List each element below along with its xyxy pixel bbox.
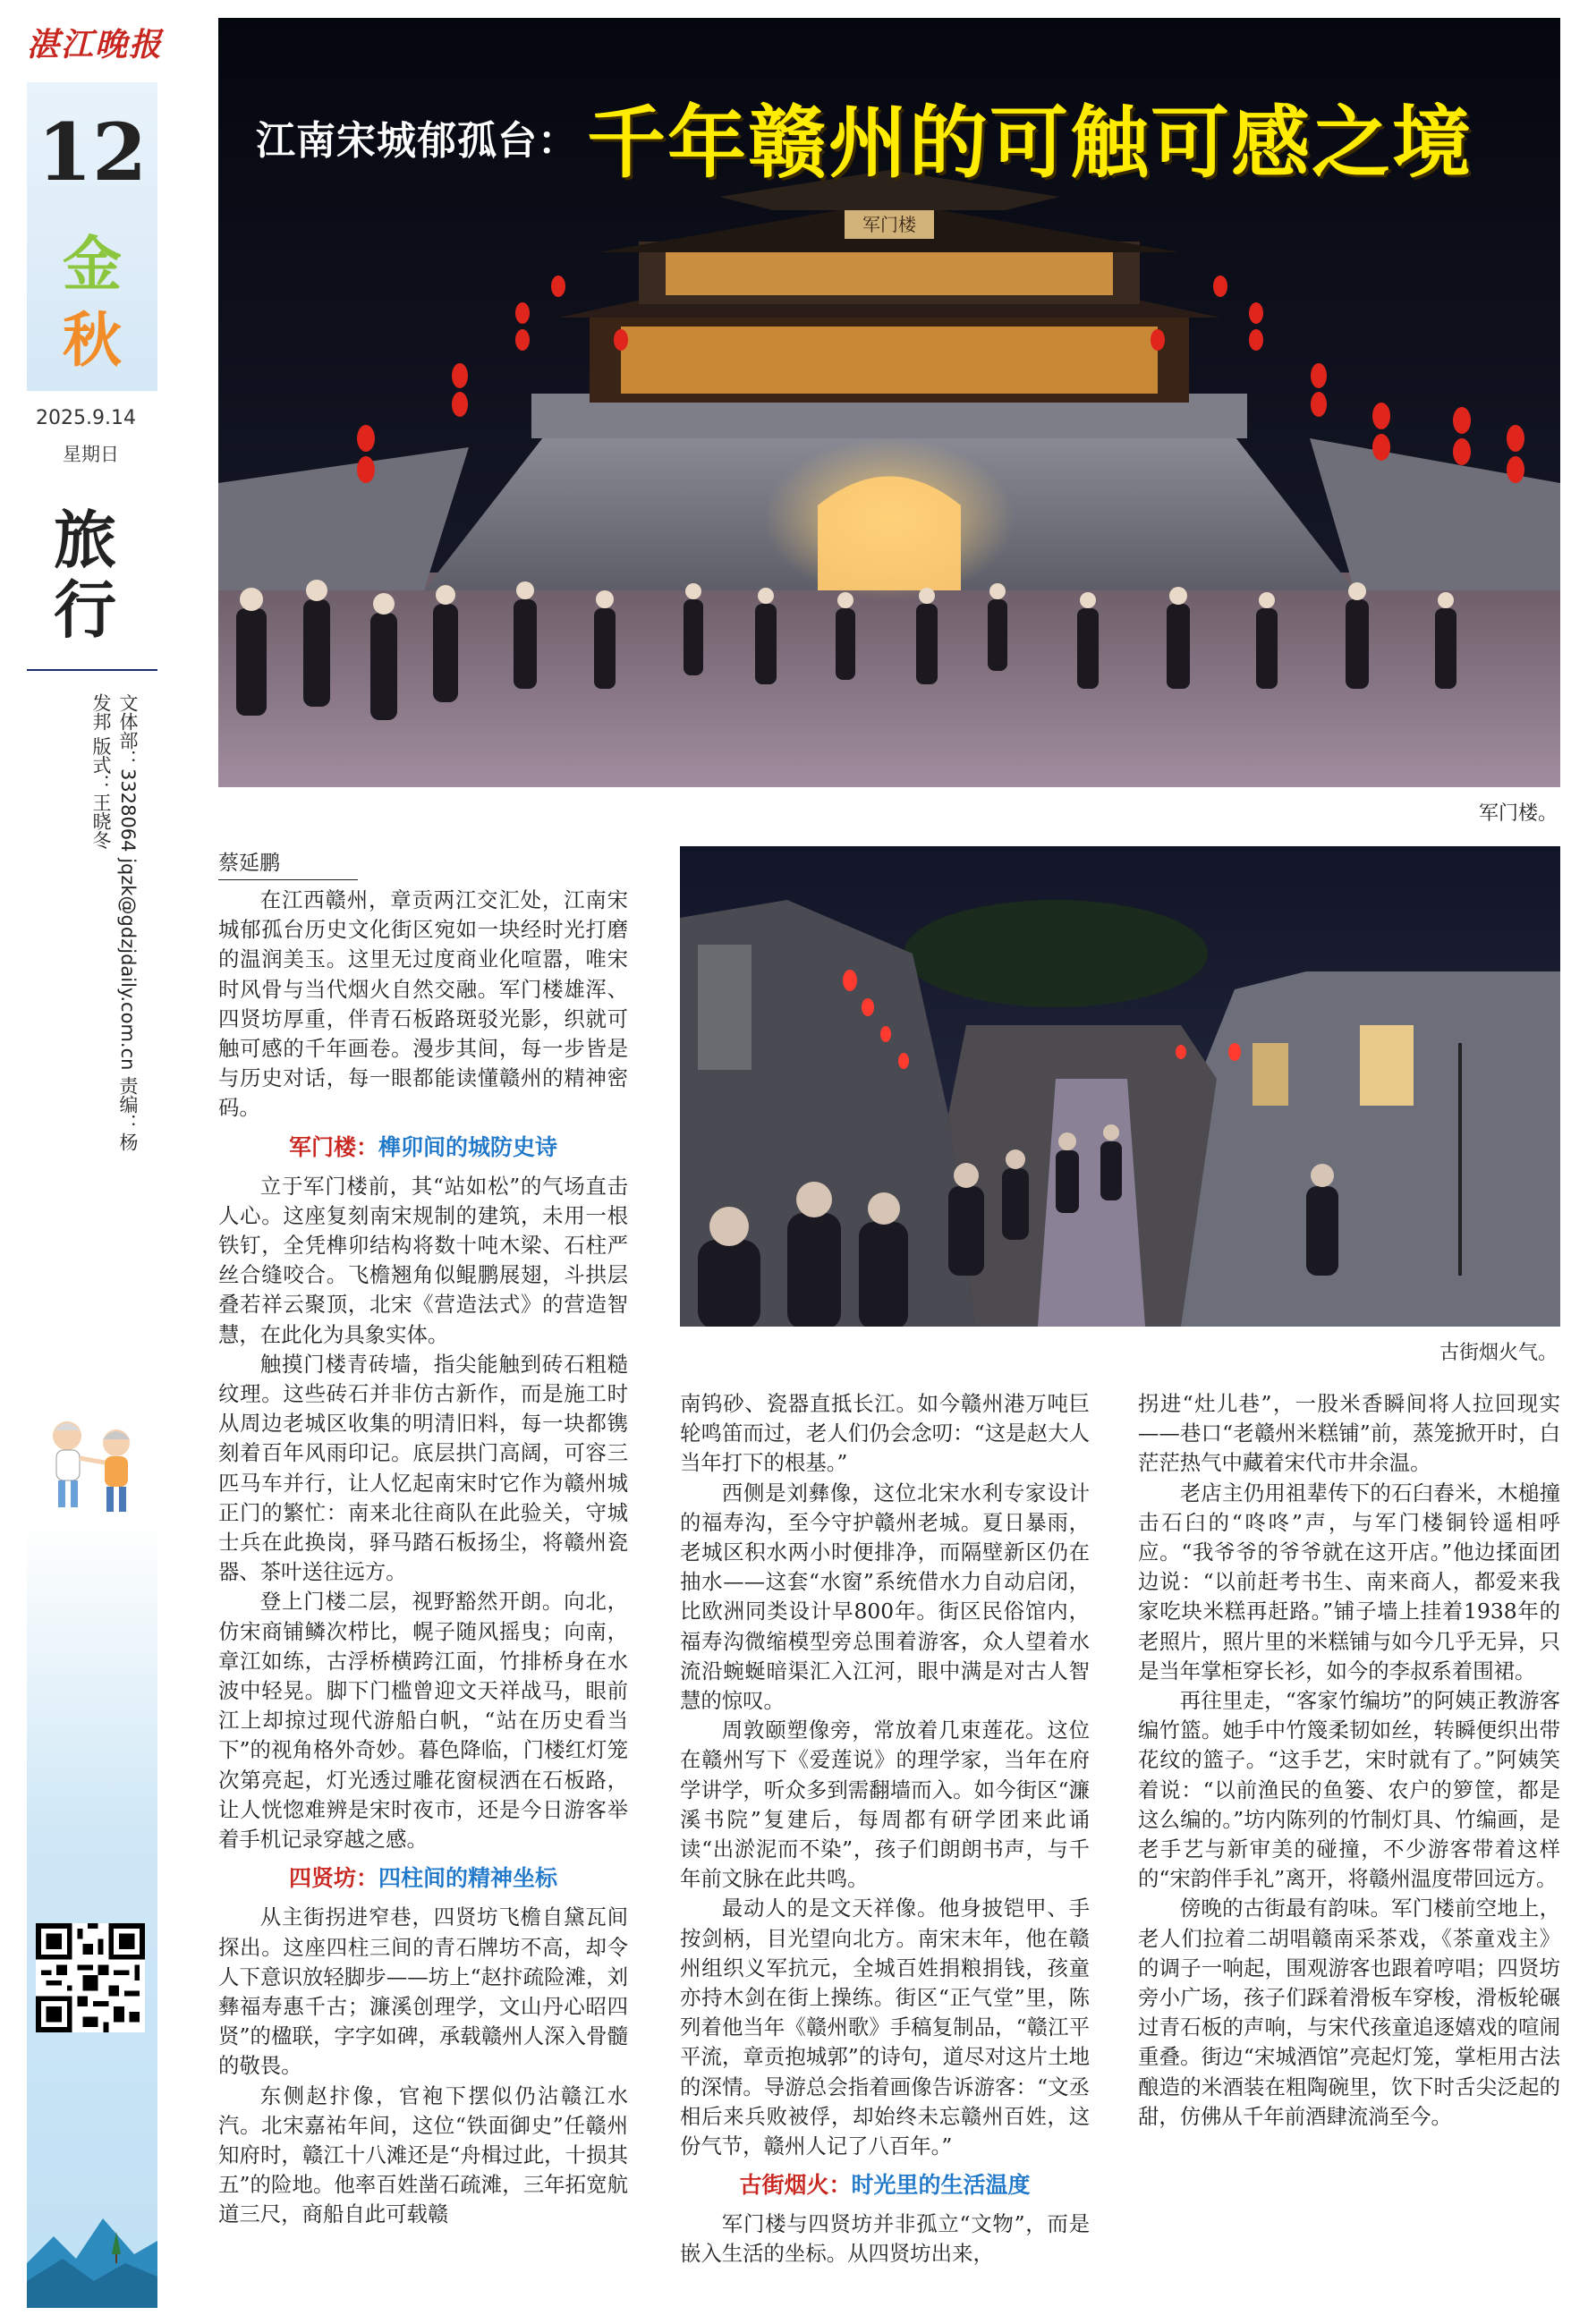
paragraph: 最动人的是文天祥像。他身披铠甲、手按剑柄，目光望向北方。南宋末年，他在赣州组织义军抗元，全城百姓捐粮捐钱，孩童亦持木剑在街上操练。街区“正气堂”里，陈列着他当年《赣州歌》手稿复制品，“赣江平平流，章贡抱城郭”的诗句，道尽对这片土地的深情。导游总会指着画像告诉游客：“文丞相后来兵败被俘，却始终未忘赣州百姓，这份气节，赣州人记了八百年。” xyxy=(680,1896,1090,2159)
kids-illustration-icon xyxy=(31,1409,157,1525)
article-column-3 xyxy=(1138,1389,1560,2132)
subheading-tag: 古街烟火： xyxy=(739,2172,852,2199)
article-column-1 xyxy=(218,886,628,2230)
subheading-text: 时光里的生活温度 xyxy=(851,2172,1031,2199)
paragraph: 拐进“灶儿巷”，一股米香瞬间将人拉回现实——巷口“老赣州米糕铺”前，蒸笼掀开时，白茫茫热气中藏着宋代市井余温。 xyxy=(1138,1391,1560,1476)
sidebar-divider xyxy=(27,669,157,671)
hero-photo-gate-tower xyxy=(218,18,1560,787)
paragraph: 登上门楼二层，视野豁然开朗。向北，仿宋商铺鳞次栉比，幌子随风摇曳；向南，章江如练，古浮桥横跨江面，竹排桥身在水波中轻晃。脚下门槛曾迎文天祥战马，眼前江上却掠过现代游船白帆，“站在历史看当下”的视角格外奇妙。暮色降临，门楼红灯笼次第亮起，灯光透过雕花窗棂洒在石板路，让人恍惚难辨是宋时夜市，还是今日游客举着手机记录穿越之感。 xyxy=(218,1589,628,1853)
paragraph: 军门楼与四贤坊并非孤立“文物”，而是嵌入生活的坐标。从四贤坊出来， xyxy=(680,2211,1090,2267)
photo1-caption: 军门楼。 xyxy=(1478,802,1558,825)
old-street-illustration xyxy=(680,846,1560,1327)
paragraph: 傍晚的古街最有韵味。军门楼前空地上，老人们拉着二胡唱赣南采茶戏，《茶童戏主》的调子一响起，围观游客也跟着哼唱；四贤坊旁小广场，孩子们踩着滑板车穿梭，滑板轮碾过青石板的声响，与宋代孩童追逐嬉戏的喧闹重叠。街边“宋城酒馆”亮起灯笼，掌柜用古法酿造的米酒装在粗陶碗里，饮下时舌尖泛起的甜，仿佛从千年前酒肆流淌至今。 xyxy=(1138,1896,1560,2129)
issue-weekday: 星期日 xyxy=(63,444,119,465)
paragraph: 老店主仍用祖辈传下的石臼舂米，木槌撞击石臼的“咚咚”声，与军门楼铜铃遥相呼应。“我爷爷的爷爷就在这开店。”他边揉面团边说：“以前赶考书生、南来商人，都爱来我家吃块米糕再赶路。”铺子墙上挂着1938年的老照片，照片里的米糕铺与如今几乎无异，只是当年掌柜穿长衫，如今的李叔系着围裙。 xyxy=(1138,1480,1560,1684)
paragraph: 在江西赣州，章贡两江交汇处，江南宋城郁孤台历史文化街区宛如一块经时光打磨的温润美玉。这里无过度商业化喧嚣，唯宋时风骨与当代烟火自然交融。军门楼雄浑、四贤坊厚重，伴青石板路斑驳光影，织就可触可感的千年画卷。漫步其间，每一步皆是与历史对话，每一眼都能读懂赣州的精神密码。 xyxy=(218,887,628,1121)
season-char-1: 金 xyxy=(63,230,122,299)
headline-title: 千年赣州的可触可感之境 xyxy=(587,97,1473,189)
mountain-illustration-icon xyxy=(27,2183,157,2308)
qr-code[interactable] xyxy=(36,1923,145,2032)
photo2-caption: 古街烟火气。 xyxy=(1439,1342,1558,1364)
issue-date: 2025.9.14 xyxy=(36,407,136,429)
paragraph: 西侧是刘彝像，这位北宋水利专家设计的福寿沟，至今守护赣州老城。夏日暴雨，老城区积水两小时便排净，而隔壁新区仍在抽水——这套“水窗”系统借水力自动启闭，比欧洲同类设计早800年。街区民俗馆内，福寿沟微缩模型旁总围着游客，众人望着水流沿蜿蜒暗渠汇入江河，眼中满是对古人智慧的惊叹。 xyxy=(680,1480,1090,1714)
section-title: 旅行 xyxy=(54,504,116,647)
paragraph: 南钨砂、瓷器直抵长江。如今赣州港万吨巨轮鸣笛而过，老人们仍会念叨：“这是赵大人当年打下的根基。” xyxy=(680,1391,1090,1476)
subheading-si-xian-fang xyxy=(218,1863,628,1894)
paragraph: 触摸门楼青砖墙，指尖能触到砖石粗糙纹理。这些砖石并非仿古新作，而是施工时从周边老城区收集的明清旧料，每一块都镌刻着百年风雨印记。底层拱门高阔，可容三匹马车并行，让人忆起南宋时它作为赣州城正门的繁忙：南来北往商队在此验关，守城士兵在此换岗，驿马踏石板扬尘，将赣州瓷器、茶叶送往远方。 xyxy=(218,1351,628,1585)
headline xyxy=(256,81,1473,193)
subheading-tag: 军门楼： xyxy=(288,1133,378,1160)
issue-box xyxy=(27,82,157,391)
page-number: 12 xyxy=(37,106,148,199)
subheading-text: 四柱间的精神坐标 xyxy=(378,1865,558,1892)
subheading-gu-jie xyxy=(680,2170,1090,2201)
paragraph: 再往里走，“客家竹编坊”的阿姨正教游客编竹篮。她手中竹篾柔韧如丝，转瞬便织出带花纹的篮子。“这手艺，宋时就有了。”阿姨笑着说：“以前渔民的鱼篓、农户的箩筐，都是这么编的。”坊内陈列的竹制灯具、竹编画，是老手艺与新审美的碰撞，不少游客带着这样的“宋韵伴手礼”离开，将赣州温度带回远方。 xyxy=(1138,1688,1560,1892)
paragraph: 周敦颐塑像旁，常放着几束莲花。这位在赣州写下《爱莲说》的理学家，当年在府学讲学，听众多到需翻墙而入。如今街区“濂溪书院”复建后，每周都有研学团来此诵读“出淤泥而不染”，孩子们朗朗书声，与千年前文脉在此共鸣。 xyxy=(680,1718,1090,1892)
headline-subtitle: 江南宋城郁孤台： xyxy=(256,118,578,164)
newspaper-masthead: 湛江晚报 xyxy=(27,26,164,64)
subheading-jun-men-lou xyxy=(218,1132,628,1163)
article-column-2 xyxy=(680,1389,1090,2269)
paragraph: 从主街拐进窄巷，四贤坊飞檐自黛瓦间探出。这座四柱三间的青石牌坊不高，却令人下意识放轻脚步——坊上“赵抃疏险滩，刘彝福寿惠千古；濂溪创理学，文山丹心昭四贤”的楹联，字字如碑，承载赣州人深入骨髓的敬畏。 xyxy=(218,1904,628,2079)
byline: 蔡延鹏 xyxy=(218,846,358,880)
street-photo xyxy=(680,846,1560,1327)
qr-code-icon xyxy=(36,1923,145,2032)
season-char-2: 秋 xyxy=(63,306,122,375)
paragraph: 立于军门楼前，其“站如松”的气场直击人心。这座复刻南宋规制的建筑，未用一根铁钉，全凭榫卯结构将数十吨木梁、石柱严丝合缝咬合。飞檐翘角似鲲鹏展翅，斗拱层叠若祥云聚顶，北宋《营造法式》的营造智慧，在此化为具象实体。 xyxy=(218,1173,628,1347)
gate-plaque-text: 军门楼 xyxy=(862,214,916,235)
paragraph: 东侧赵抃像，官袍下摆似仍沾赣江水汽。北宋嘉祐年间，这位“铁面御史”任赣州知府时，赣江十八滩还是“舟楫过此，十损其五”的险地。他率百姓凿石疏滩，三年拓宽航道三尺，商船自此可载赣 xyxy=(218,2082,628,2227)
subheading-tag: 四贤坊： xyxy=(288,1865,378,1892)
editor-credits: 文体部：3328064 jqzk@gdzjdaily.com.cn 责编：杨发邦 版式：王晓冬 xyxy=(90,693,139,1152)
subheading-text: 榫卯间的城防史诗 xyxy=(378,1133,558,1160)
